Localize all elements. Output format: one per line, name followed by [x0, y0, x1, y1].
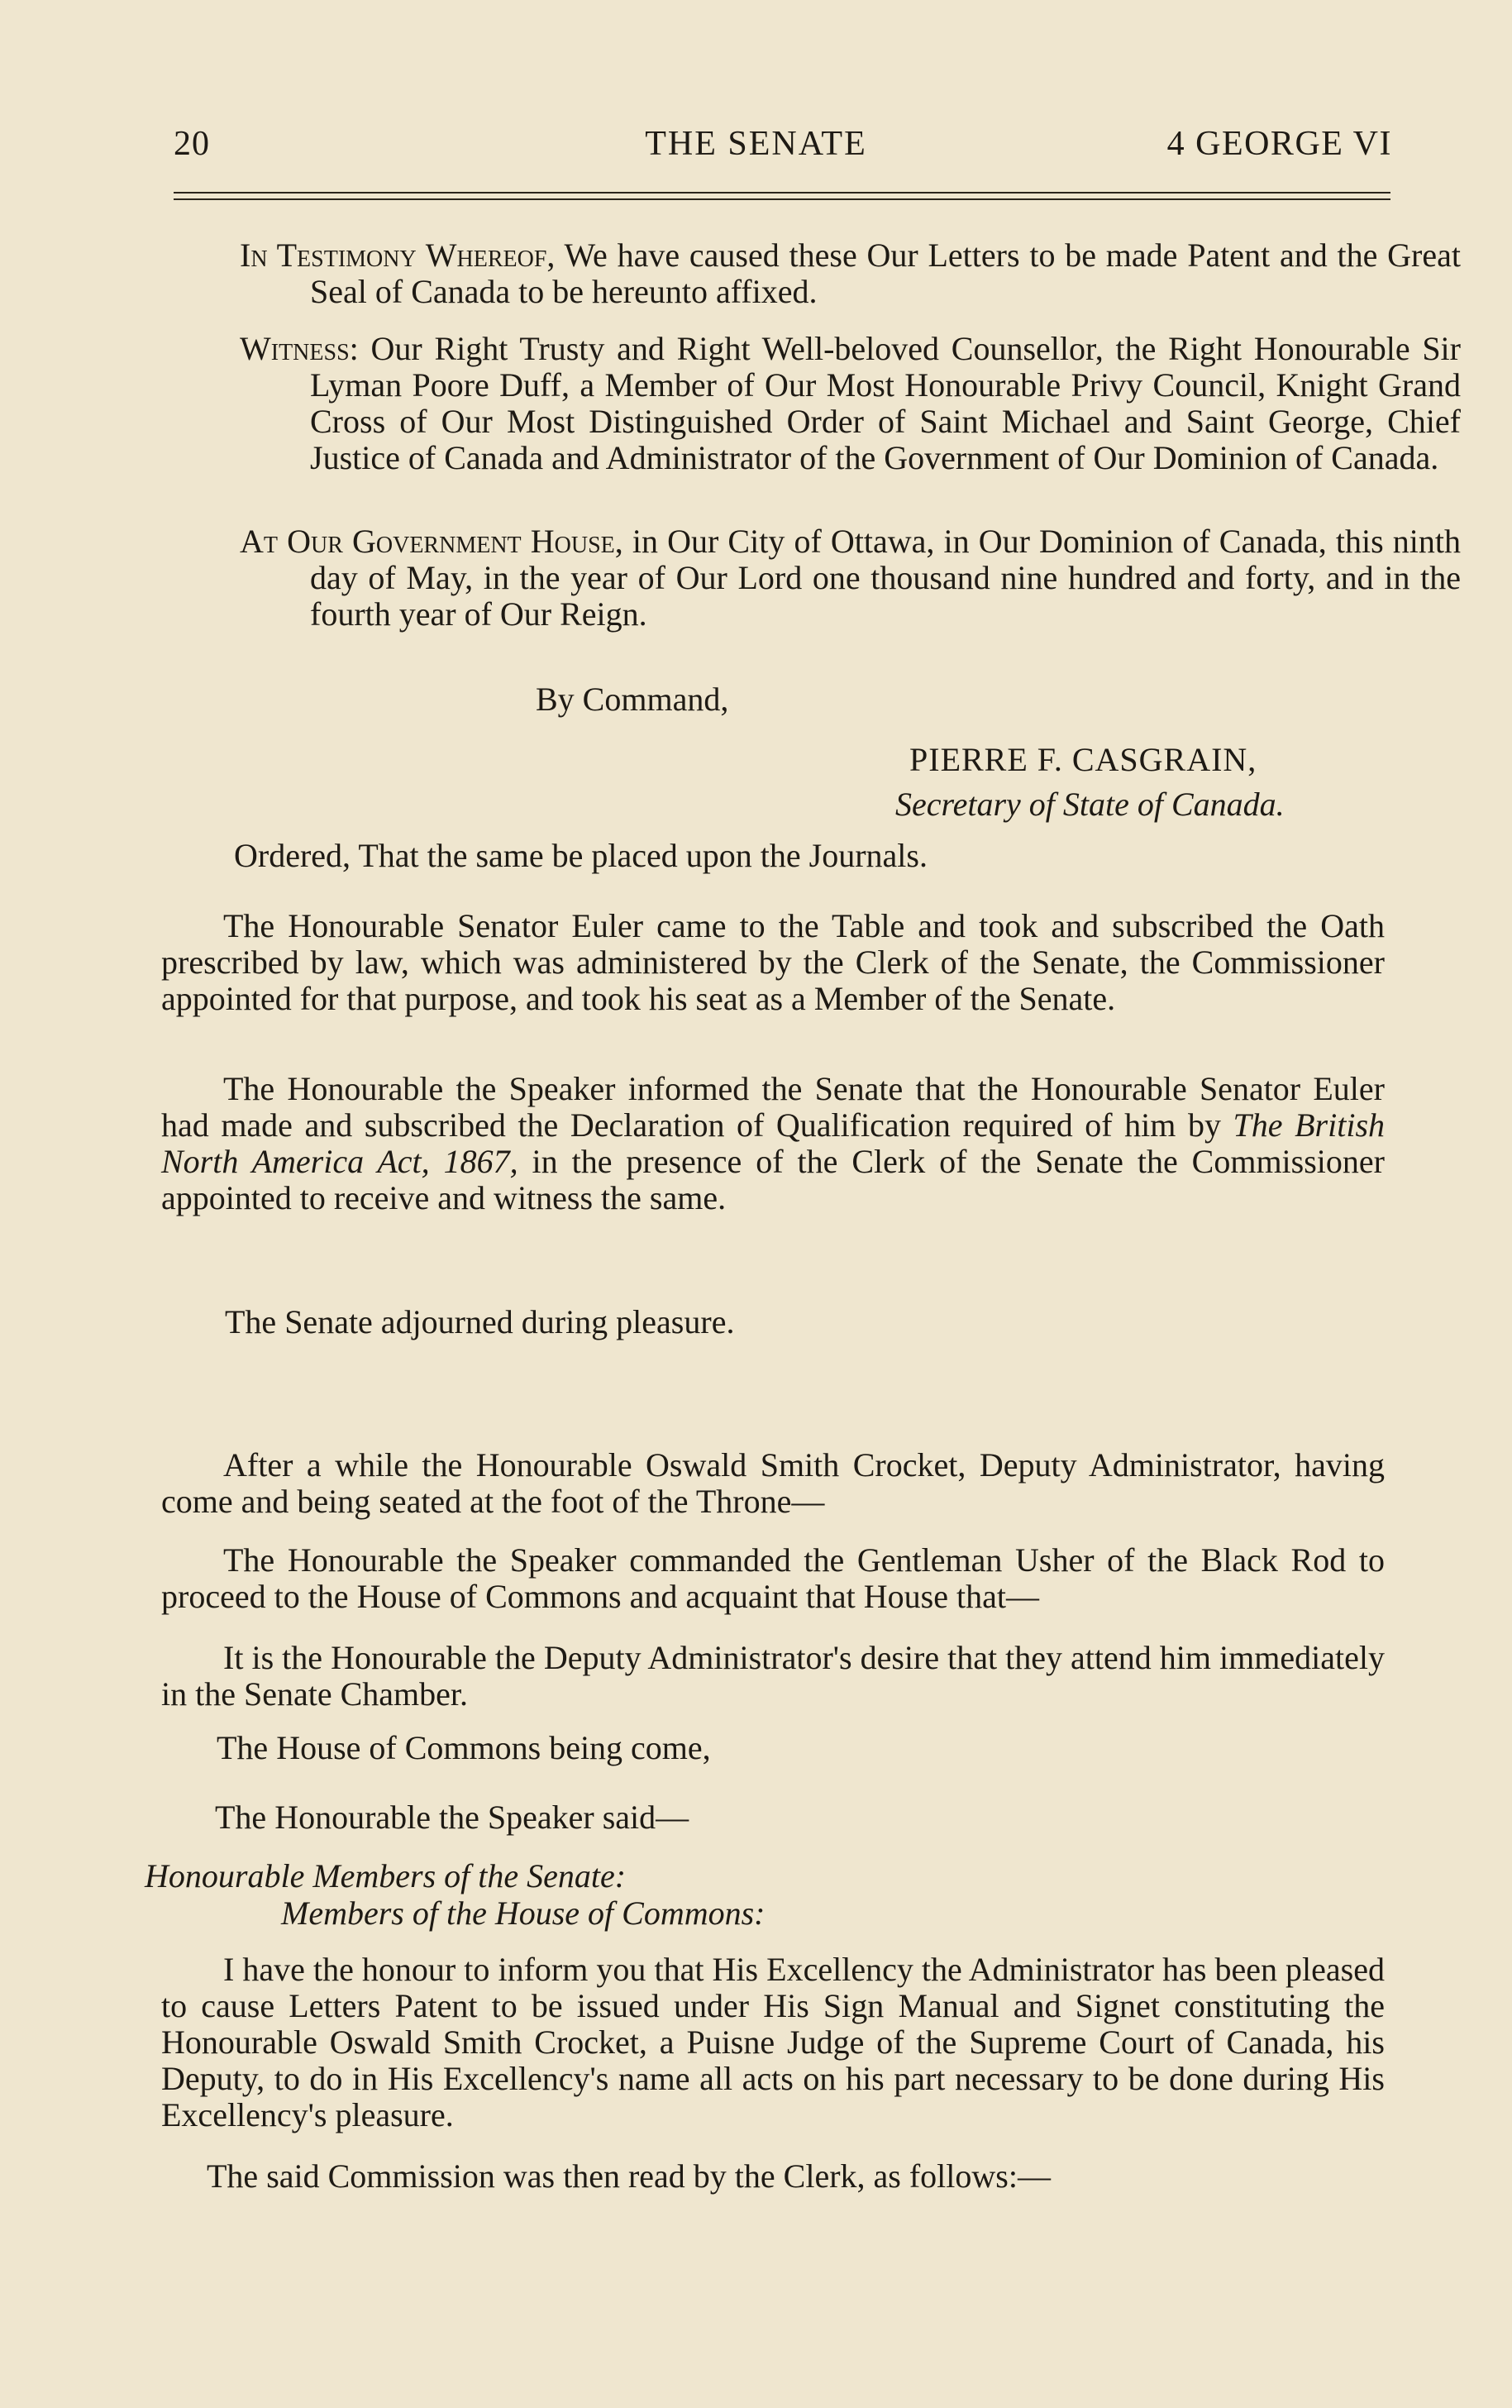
header-rule-bottom	[174, 198, 1390, 200]
signatory-office: Secretary of State of Canada.	[895, 786, 1285, 823]
signatory-name: PIERRE F. CASGRAIN,	[909, 741, 1257, 778]
declaration-paragraph	[161, 1071, 1385, 1216]
witness-lead: Witness:	[240, 330, 359, 367]
government-house-paragraph	[240, 523, 1461, 633]
running-title: THE SENATE	[645, 125, 867, 163]
testimony-paragraph	[240, 237, 1461, 310]
ordered-paragraph: Ordered, That the same be placed upon the Journals.	[234, 837, 928, 874]
desire-paragraph: It is the Honourable the Deputy Administrator's desire that they attend him immediately in the Senate Chamber.	[161, 1639, 1385, 1713]
salutation-senate: Honourable Members of the Senate:	[145, 1857, 627, 1894]
speaker-said-paragraph: The Honourable the Speaker said—	[215, 1799, 689, 1836]
euler-oath-paragraph: The Honourable Senator Euler came to the Table and took and subscribed the Oath prescribed by law, which was administered by the Clerk of the Senate, the Commissioner appointed for that purpose, and took his seat as a Member of the Senate.	[161, 907, 1385, 1017]
declaration-after: in the presence of the Clerk of the Senate the Commissioner appointed to receive and witness the same.	[161, 1143, 1385, 1216]
header-rule-top	[174, 192, 1390, 194]
government-house-text: in Our City of Ottawa, in Our Dominion of Canada, this ninth day of May, in the year of Our Lord one thousand nine hundred and forty, and in the fourth year of Our Reign.	[310, 523, 1461, 633]
witness-paragraph	[240, 331, 1461, 476]
usher-paragraph: The Honourable the Speaker commanded the Gentleman Usher of the Black Rod to proceed to the House of Commons and acquaint that House that—	[161, 1541, 1385, 1615]
witness-text: Our Right Trusty and Right Well-beloved Counsellor, the Right Honourable Sir Lyman Poore Duff, a Member of Our Most Honourable Privy Council, Knight Grand Cross of Our Most Distinguished Order of Saint Michael and Saint George, Chief Justice of Canada and Administrator of the Government of Our Dominion of Canada.	[310, 330, 1461, 476]
adjourned-paragraph: The Senate adjourned during pleasure.	[225, 1303, 735, 1340]
testimony-lead: In Testimony Whereof,	[240, 236, 556, 274]
honour-inform-paragraph: I have the honour to inform you that His Excellency the Administrator has been pleased to cause Letters Patent to be issued under His Sign Manual and Signet constituting the Honourable Oswald Smith Crocket, a Puisne Judge of the Supreme Court of Canada, his Deputy, to do in His Excellency's name all acts on his part necessary to be done during His Excellency's pleasure.	[161, 1951, 1385, 2133]
testimony-text: We have caused these Our Letters to be made Patent and the Great Seal of Canada to be hereunto affixed.	[310, 236, 1462, 310]
by-command: By Command,	[536, 681, 729, 718]
salutation-commons: Members of the House of Commons:	[281, 1894, 766, 1932]
regnal-year: 4 GEORGE VI	[1166, 125, 1392, 163]
crocket-seated-paragraph: After a while the Honourable Oswald Smith Crocket, Deputy Administrator, having come and being seated at the foot of the Throne—	[161, 1446, 1385, 1520]
declaration-before: The Honourable the Speaker informed the Senate that the Honourable Senator Euler had made and subscribed the Declaration of Qualification required of him by	[161, 1070, 1385, 1144]
commons-come-paragraph: The House of Commons being come,	[217, 1729, 711, 1766]
page-number: 20	[174, 125, 210, 163]
act-title: The British North America Act, 1867,	[161, 1106, 1386, 1180]
commission-read-paragraph: The said Commission was then read by the Clerk, as follows:—	[207, 2157, 1051, 2195]
government-house-lead: At Our Government House,	[240, 523, 623, 560]
